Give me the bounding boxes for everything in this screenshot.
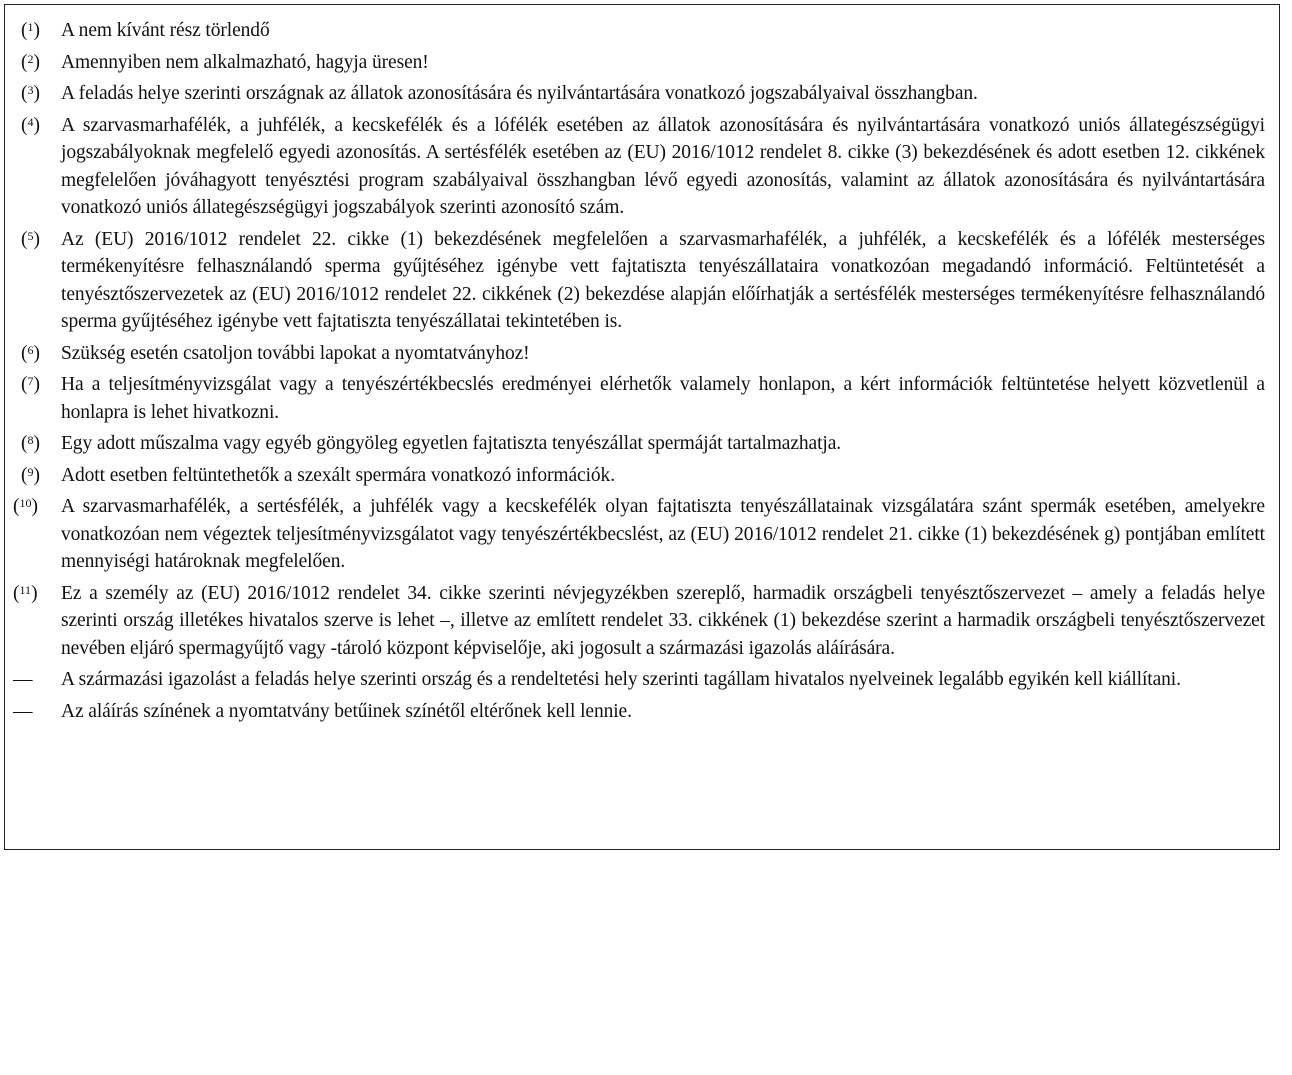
footnote-number: 10 [19, 496, 32, 510]
footnote-marker: ($^3$) [21, 83, 40, 104]
footnote-10 [13, 493, 1265, 576]
dash-marker: — [13, 700, 33, 722]
footnote-8 [21, 430, 1265, 458]
footnote-1 [21, 17, 1265, 45]
footnote-3 [21, 80, 1265, 108]
dash-note-text: A származási igazolást a feladás helye szerinti ország és a rendeltetési hely szerinti tagállam hivatalos nyelveinek legalább egyikén kell kiállítani. [61, 669, 1181, 690]
footnote-marker: ($^6$) [21, 342, 40, 364]
footnote-text: Az (EU) 2016/1012 rendelet 22. cikke (1) bekezdésének megfelelően a szarvasmarhafélék, a juhfélék, a kecskefélék és a lófélék mesterséges termékenyítésre felhasználandó sperma gyűjtéséhez igénybe vett fajtatiszta tenyészállataira vonatkozóan megadandó információ. Feltüntetését a tenyésztőszervezetek az (EU) 2016/1012 rendelet 22. cikkének (2) bekezdése alapján előírhatják a sertésfélék mesterséges termékenyítésre felhasználandó sperma gyűjtéséhez igénybe vett fajtatiszta tenyészállatai tekintetében is. [61, 228, 1265, 332]
footnote-text: Adott esetben feltüntethetők a szexált spermára vonatkozó információk. [61, 464, 615, 486]
footnote-number: 3 [27, 83, 34, 97]
footnote-marker: ($^1$) [21, 20, 40, 41]
footnote-marker: ($^5$) [21, 228, 40, 250]
footnote-6 [21, 340, 1265, 368]
footnote-marker: ($^9$) [21, 464, 40, 486]
footnote-5 [21, 226, 1265, 336]
footnote-text: Egy adott műszalma vagy egyéb göngyöleg egyetlen fajtatiszta tenyészállat spermáját tartalmazhatja. [61, 433, 842, 454]
footnote-text: Amennyiben nem alkalmazható, hagyja üresen! [61, 51, 429, 73]
footnote-number: 6 [27, 342, 34, 357]
footnote-9 [21, 462, 1265, 490]
footnotes-box [4, 4, 1280, 850]
footnote-11 [13, 580, 1265, 663]
footnote-marker: ($^4$) [21, 114, 40, 136]
footnote-number: 7 [27, 374, 34, 388]
footnote-marker: ($^7$) [21, 374, 40, 395]
footnote-marker: ($^{11}$) [13, 582, 38, 604]
dash-note-text: Az aláírás színének a nyomtatvány betűinek színétől eltérőnek kell lennie. [61, 700, 632, 722]
footnote-number: 11 [19, 582, 32, 597]
footnote-number: 1 [27, 20, 34, 34]
footnote-text: A nem kívánt rész törlendő [61, 20, 270, 41]
footnote-marker: ($^{10}$) [13, 496, 38, 517]
footnote-number: 8 [27, 433, 34, 447]
footnote-7 [21, 371, 1265, 426]
footnote-text: Ha a teljesítményvizsgálat vagy a tenyészértékbecslés eredményei elérhetők valamely honlapon, a kért információk feltüntetése helyett közvetlenül a honlapra is lehet hivatkozni. [61, 374, 1265, 423]
footnote-text: Szükség esetén csatoljon további lapokat a nyomtatványhoz! [61, 342, 530, 364]
footnote-4 [21, 112, 1265, 222]
dash-note [13, 698, 1265, 726]
dash-marker: — [13, 669, 33, 690]
footnote-number: 5 [27, 228, 34, 243]
footnote-marker: ($^8$) [21, 433, 40, 454]
footnote-text: A szarvasmarhafélék, a juhfélék, a kecskefélék és a lófélék esetében az állatok azonosítására és nyilvántartására vonatkozó uniós állategészségügyi jogszabályoknak megfelelő egyedi azonosítás. A sertésfélék esetében az (EU) 2016/1012 rendelet 8. cikke (3) bekezdésének és adott esetben 12. cikkének megfelelően jóváhagyott tenyésztési program szabályaival összhangban lévő egyedi azonosítás, valamint az állatok azonosítására és nyilvántartására vonatkozó uniós állategészségügyi jogszabályok szerinti azonosító szám. [61, 114, 1265, 218]
footnote-marker: ($^2$) [21, 51, 40, 73]
footnote-2 [21, 49, 1265, 77]
footnote-text: Ez a személy az (EU) 2016/1012 rendelet 34. cikke szerinti névjegyzékben szereplő, harmadik országbeli tenyésztőszervezet – amely a feladás helye szerinti ország illetékes hivatalos szerve is lehet –, illetve az említett rendelet 33. cikkének (1) bekezdése szerint a harmadik országbeli tenyésztőszervezet nevében eljáró spermagyűjtő vagy -tároló központ képviselője, aki jogosult a származási igazolás aláírására. [61, 582, 1265, 659]
footnote-number: 2 [27, 51, 34, 66]
footnote-text: A feladás helye szerinti országnak az állatok azonosítására és nyilvántartására vonatkozó jogszabályaival összhangban. [61, 83, 978, 104]
dash-note [13, 666, 1265, 694]
footnote-number: 9 [27, 464, 34, 479]
footnote-number: 4 [27, 114, 34, 129]
footnote-text: A szarvasmarhafélék, a sertésfélék, a juhfélék vagy a kecskefélék olyan fajtatiszta tenyészállatainak vizsgálatára szánt spermák esetében, amelyekre vonatkozóan nem végeztek teljesítményvizsgálatot vagy tenyészértékbecslést, az (EU) 2016/1012 rendelet 21. cikke (1) bekezdésének g) pontjában említett mennyiségi határoknak megfelelően. [61, 496, 1265, 572]
